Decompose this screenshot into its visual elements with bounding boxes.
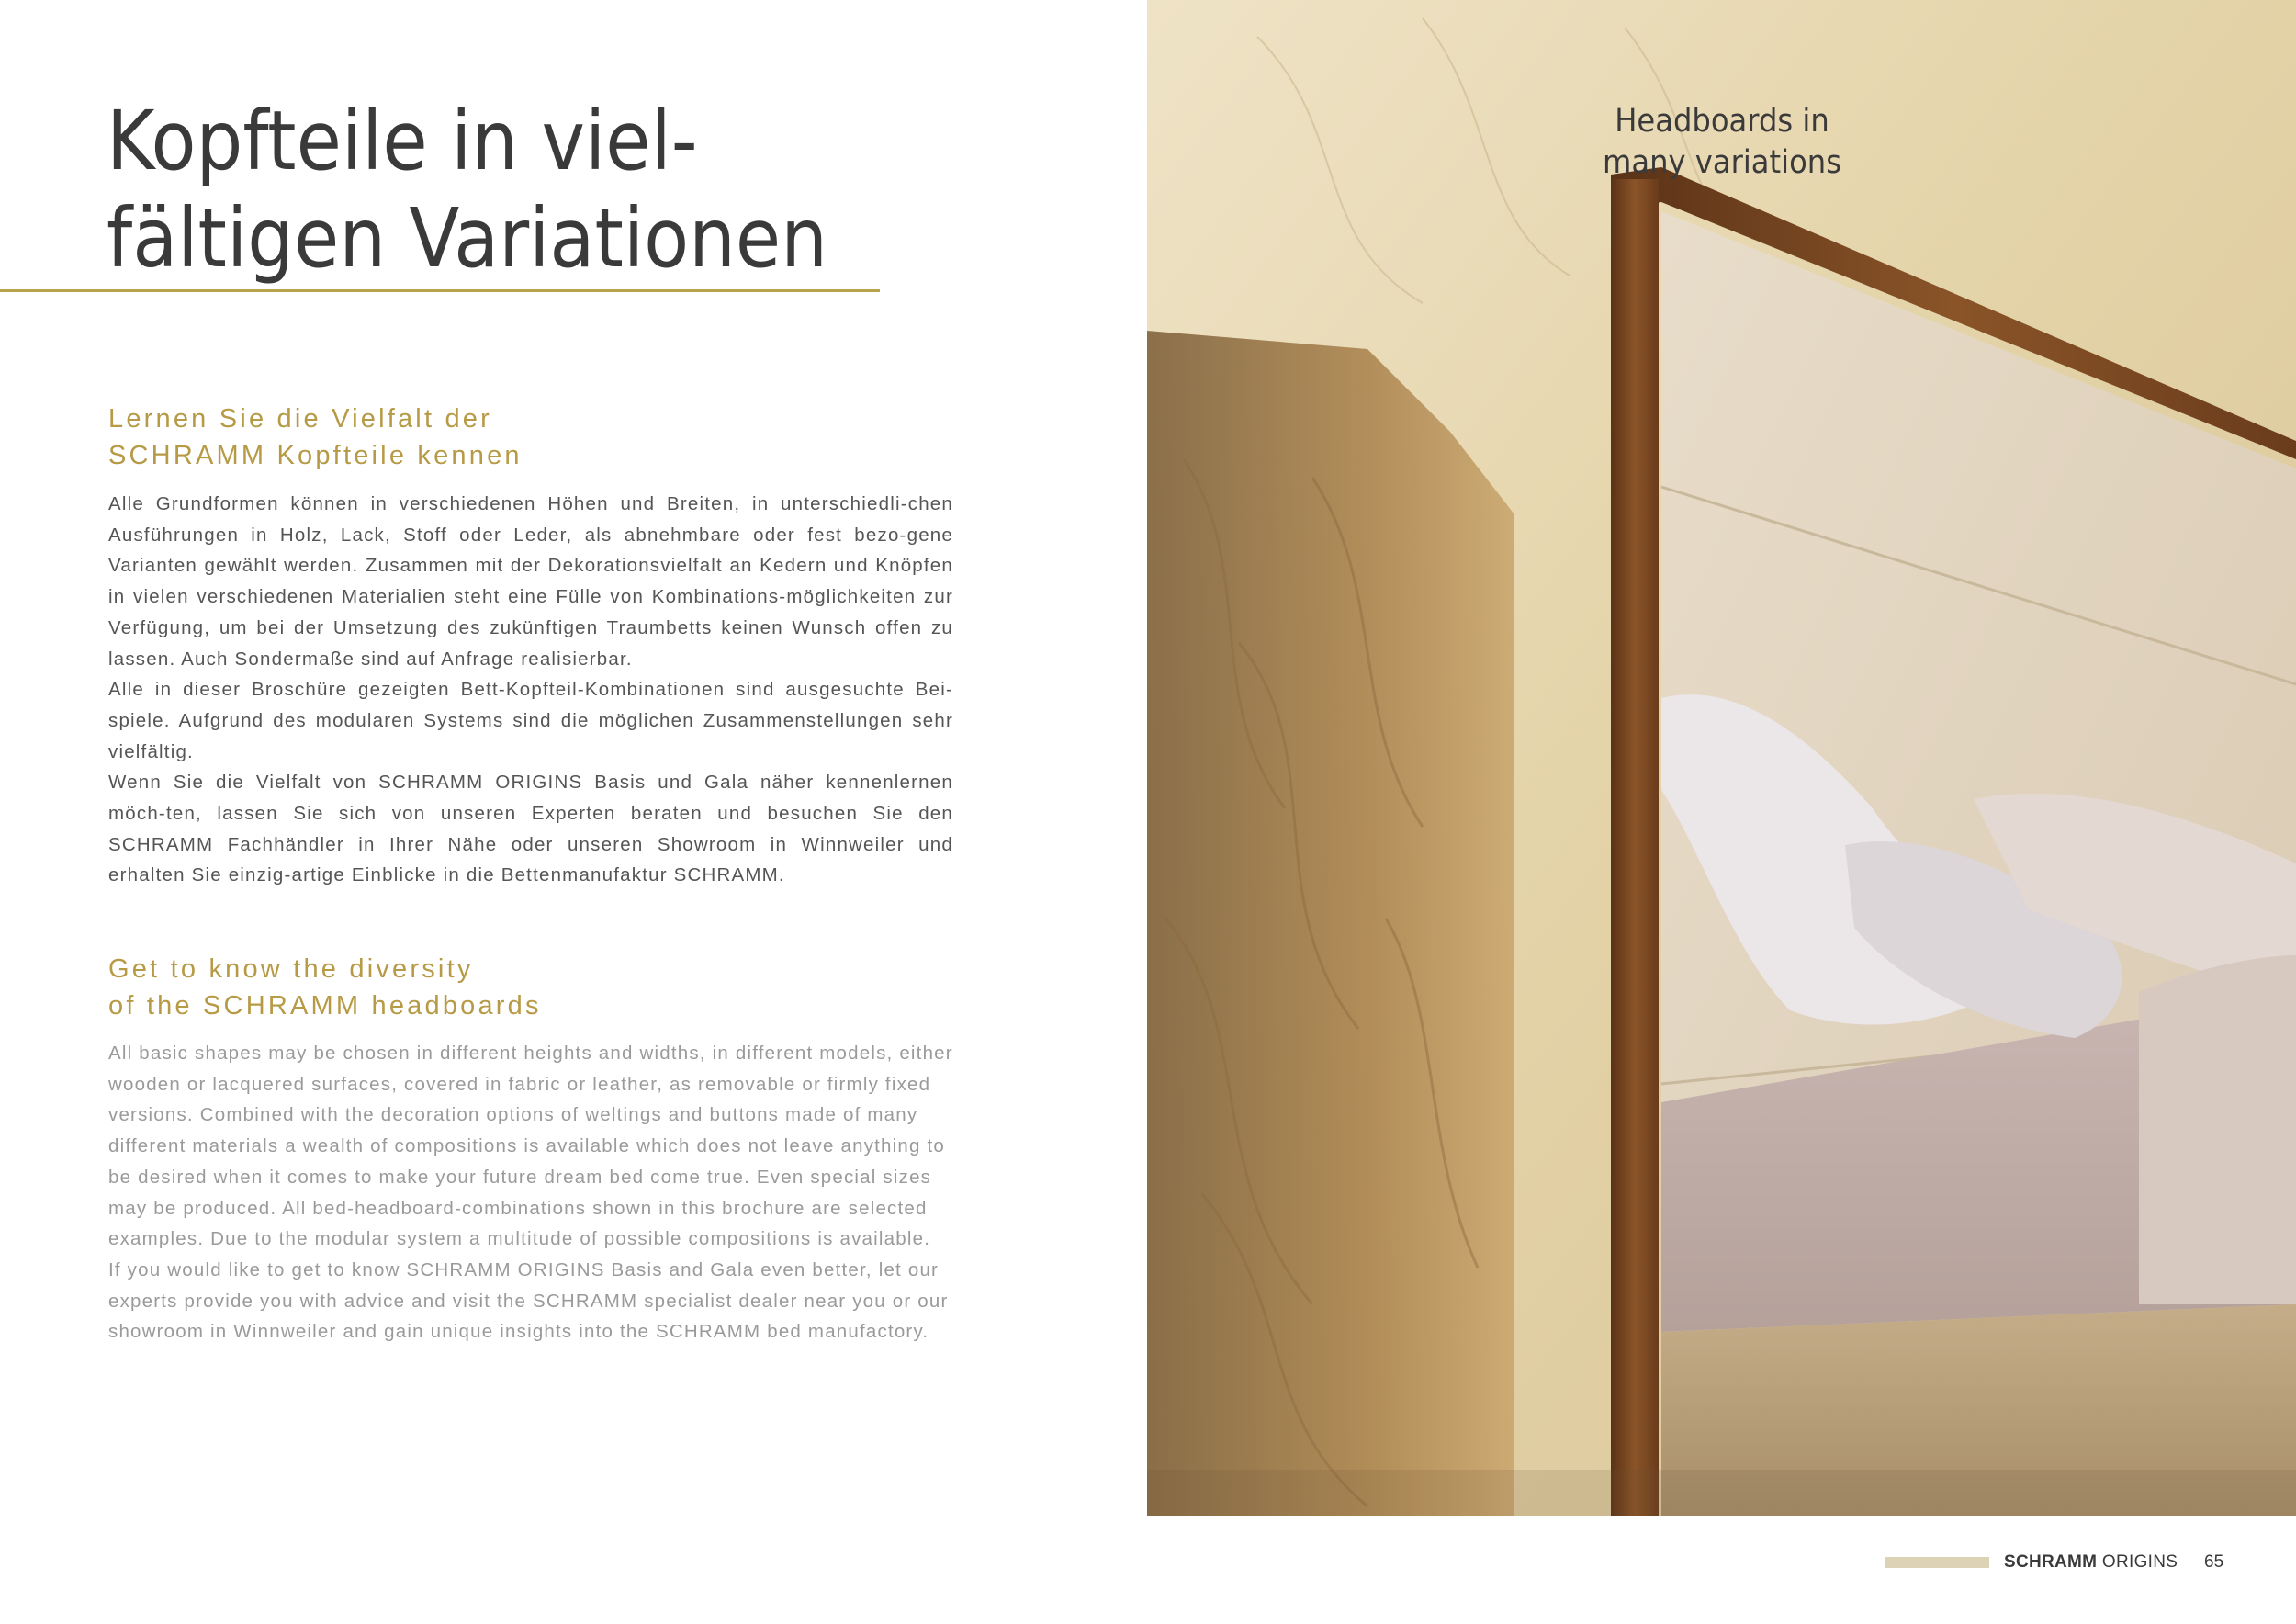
english-subheading: Get to know the diversity of the SCHRAMM headboards	[108, 954, 542, 1021]
german-paragraph: Wenn Sie die Vielfalt von SCHRAMM ORIGINS Basis und Gala näher kennenlernen möch-ten, lassen Sie sich von unseren Experten beraten und besuchen Sie den SCHRAMM Fachhändler in Ihrer Nähe oder unseren Showroom in Winnweiler und erhalten Sie einzig-artige Einblicke in die Bettenmanufaktur SCHRAMM.	[108, 772, 953, 886]
footer-brand-bold: SCHRAMM	[2004, 1552, 2098, 1572]
page-number: 65	[2204, 1552, 2224, 1572]
footer-accent-bar	[1885, 1557, 1989, 1568]
english-paragraph: If you would like to get to know SCHRAMM ORIGINS Basis and Gala even better, let our experts provide you with advice and visit the SCHRAMM specialist dealer near you or our showroom in Winnweiler and gain unique insights into the SCHRAMM bed manufactory.	[108, 1258, 949, 1343]
photo-caption: Headboards in many variations	[1603, 103, 1841, 181]
english-body-text	[108, 1038, 953, 1348]
title-underline	[0, 289, 880, 292]
german-subheading: Lernen Sie die Vielfalt der SCHRAMM Kopfteile kennen	[108, 404, 523, 470]
german-paragraph: Alle Grundformen können in verschiedenen Höhen und Breiten, in unterschiedli-chen Ausführungen in Holz, Lack, Stoff oder Leder, als abnehmbare oder fest bezo-gene Varianten gewählt werden. Zusammen mit der Dekorationsvielfalt an Kedern und Knöpfen in vielen verschiedenen Materialien steht eine Fülle von Kombinations-möglichkeiten zur Verfügung, um bei der Umsetzung des zukünftigen Traumbetts keinen Wunsch offen zu lassen. Auch Sondermaße sind auf Anfrage realisierbar.	[108, 493, 953, 670]
bed-illustration	[1147, 0, 2296, 1516]
footer-brand	[2004, 1551, 2178, 1573]
bed-headboard-photo	[1147, 0, 2296, 1516]
footer-brand-rest: ORIGINS	[2097, 1552, 2178, 1572]
page-title: Kopfteile in viel- fältigen Variationen	[107, 93, 827, 286]
german-paragraph: Alle in dieser Broschüre gezeigten Bett-Kopfteil-Kombinationen sind ausgesuchte Bei-spiele. Aufgrund des modularen Systems sind die möglichen Zusammenstellungen sehr vielfältig.	[108, 679, 953, 762]
german-body-text	[108, 489, 953, 891]
english-paragraph: All basic shapes may be chosen in different heights and widths, in different models, either wooden or lacquered surfaces, covered in fabric or leather, as removable or firmly fixed versions. Combined with the decoration options of weltings and buttons made of many different materials a wealth of compositions is available which does not leave anything to be desired when it comes to make your future dream bed come true. Even special sizes may be produced. All bed-headboard-combinations shown in this brochure are selected examples. Due to the modular system a multitude of possible compositions is available.	[108, 1043, 953, 1250]
